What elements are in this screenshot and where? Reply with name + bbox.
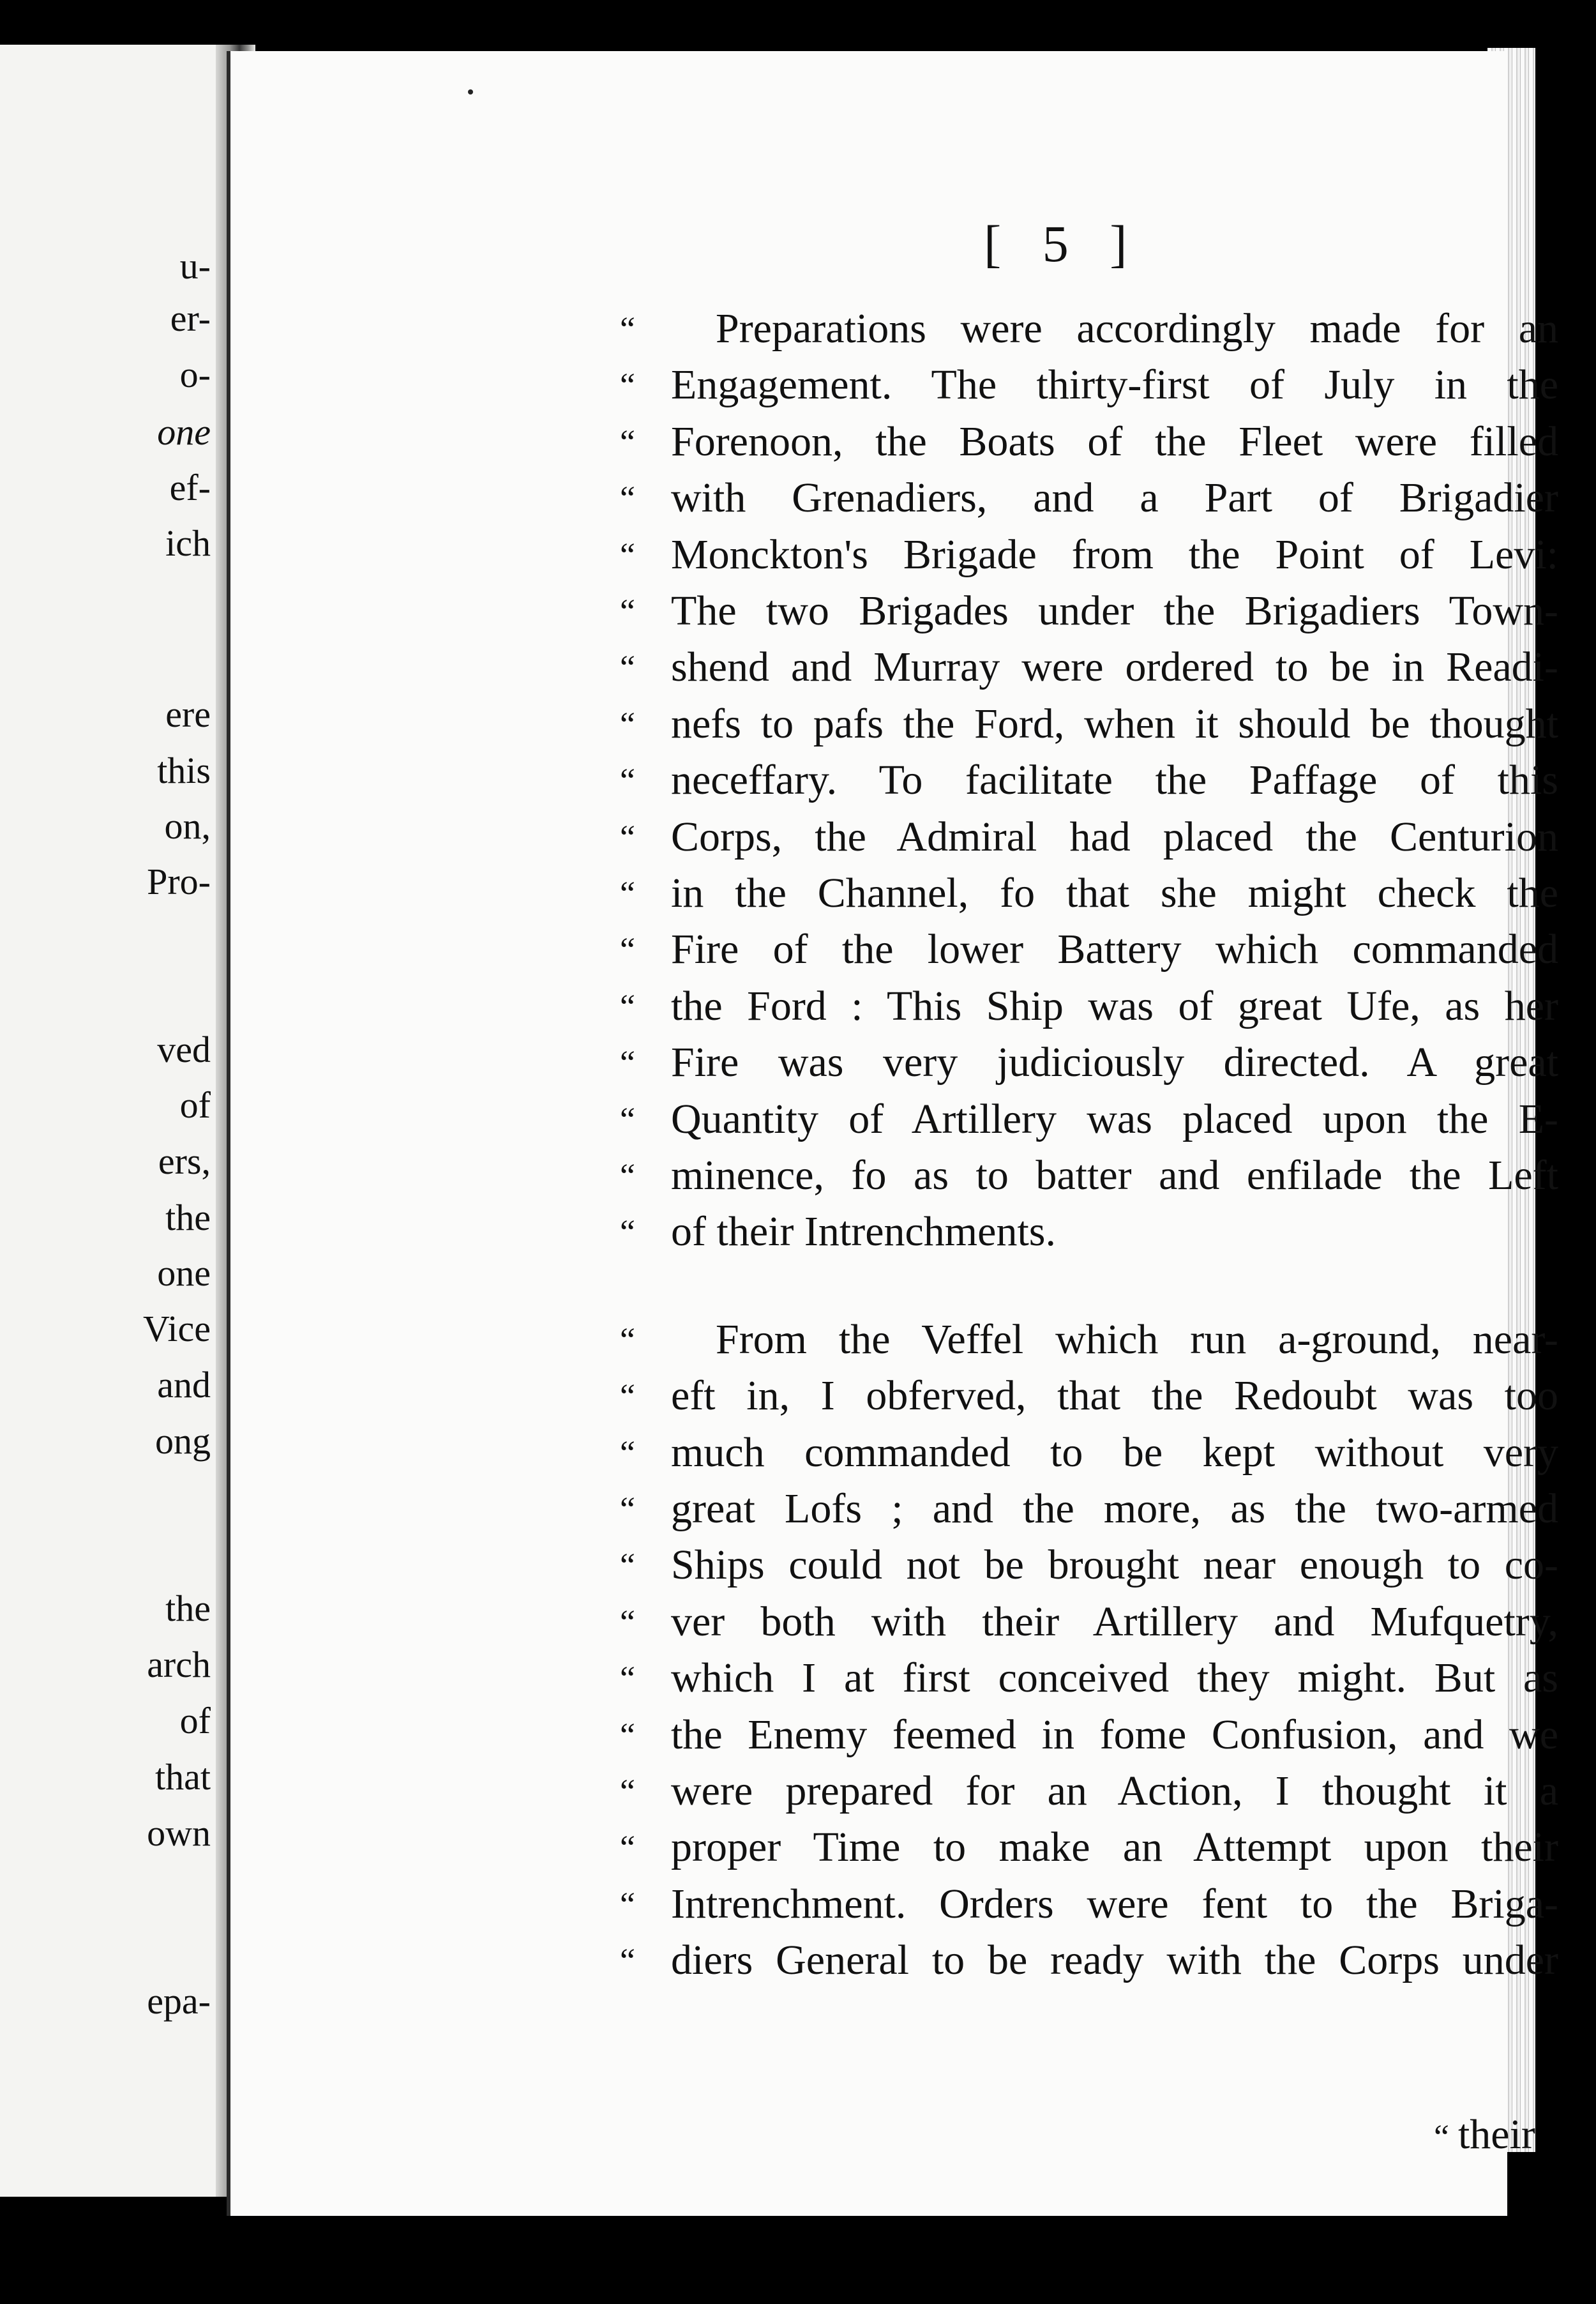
quote-mark: “ [620,366,635,405]
text-line: great Lofs ; and the more, as the two-armed [671,1485,1558,1532]
catchword-text: their [1457,2111,1535,2158]
text-line: From the Veffel which run a-ground, near- [716,1315,1558,1363]
text-line: Forenoon, the Boats of the Fleet were filled [671,418,1558,465]
text-line: minence, fo as to batter and enfilade the Left [671,1152,1558,1199]
facing-page-text: Pro- [147,861,211,902]
facing-page-text: Vice [142,1308,211,1349]
quote-mark: “ [620,479,635,518]
facing-page-text: of [179,1084,211,1126]
text-line: Quantity of Artillery was placed upon the E- [671,1095,1558,1142]
text-line: the Ford : This Ship was of great Ufe, as her [671,982,1558,1029]
quote-mark: “ [620,1156,635,1195]
quote-mark: “ [620,535,635,574]
page-number: [ 5 ] [984,215,1141,273]
quote-mark: “ [620,1828,635,1867]
text-line: much commanded to be kept without very [671,1429,1558,1476]
text-line: Corps, the Admiral had placed the Centurion [671,813,1558,860]
quote-mark: “ [620,1546,635,1585]
text-line: nefs to pafs the Ford, when it should be thought [671,700,1558,747]
quote-mark: “ [620,817,635,856]
facing-page-text: ich [165,522,211,564]
text-line: with Grenadiers, and a Part of Brigadier [671,474,1558,522]
facing-page-text: one [157,411,211,453]
facing-page-text: the [165,1197,211,1238]
quote-mark: “ [620,761,635,800]
quote-mark: “ [1434,2118,1449,2156]
text-line: were prepared for an Action, I thought it a [671,1768,1558,1814]
text-line: eft in, I obferved, that the Redoubt was too [671,1372,1558,1420]
facing-page-text: the [165,1588,211,1629]
facing-page-text: arch [147,1644,211,1685]
facing-page-text: that [155,1756,211,1798]
quote-mark: “ [620,1602,635,1641]
quote-mark: “ [620,1433,635,1472]
facing-page-text: one [157,1252,211,1294]
text-line: Intrenchment. Orders were fent to the Briga- [671,1880,1558,1927]
facing-page-text: on, [164,805,211,847]
ink-speck [468,89,473,95]
quote-mark: “ [620,1377,635,1416]
text-line: in the Channel, fo that she might check the [671,870,1558,916]
text-line: neceffary. To facilitate the Paffage of this [671,757,1558,804]
quote-mark: “ [620,987,635,1026]
text-line: Monckton's Brigade from the Point of Levi: [671,531,1558,578]
text-line: which I at first conceived they might. But as [671,1655,1558,1702]
quote-mark: “ [620,1772,635,1810]
text-line: The two Brigades under the Brigadiers Town- [671,587,1558,634]
facing-page-text: own [147,1812,211,1854]
facing-page-text: ers, [158,1141,211,1182]
quote-mark: “ [620,1941,635,1980]
quote-mark: “ [620,1213,635,1252]
text-line: Engagement. The thirty-first of July in the [671,361,1558,409]
text-line: Ships could not be brought near enough to co- [671,1542,1558,1589]
quote-mark: “ [620,1884,635,1923]
quote-mark: “ [620,422,635,461]
quote-mark: “ [620,310,635,348]
facing-page-text: ere [165,693,211,735]
facing-page-text: er- [170,298,211,339]
quote-mark: “ [620,592,635,630]
facing-page-text: ong [155,1420,211,1462]
quote-mark: “ [620,1659,635,1698]
quote-mark: “ [620,1320,635,1359]
facing-page-text: ved [157,1029,211,1070]
catchword [1434,2111,1535,2159]
quote-mark: “ [620,1490,635,1528]
text-line: Fire was very judiciously directed. A great [671,1039,1558,1086]
text-line: diers General to be ready with the Corps under [671,1937,1558,1984]
quote-mark: “ [620,648,635,687]
facing-page-text: this [157,750,211,791]
text-line: proper Time to make an Attempt upon their [671,1824,1558,1871]
facing-page-text: o- [179,354,211,395]
facing-page-text: of [179,1700,211,1741]
quote-mark: “ [620,1043,635,1082]
text-line: of their Intrenchments. [671,1208,1056,1255]
facing-page-text: and [157,1364,211,1406]
facing-page-text: epa- [147,1980,211,2022]
quote-mark: “ [620,1100,635,1139]
text-line: ver both with their Artillery and Mufquetry, [671,1598,1558,1645]
facing-page-text: ef- [169,467,211,508]
quote-mark: “ [620,1715,635,1754]
facing-page-text: u- [179,245,211,287]
book-page [227,51,1558,2216]
quote-mark: “ [620,930,635,969]
text-line: the Enemy feemed in fome Confusion, and we [671,1711,1558,1758]
facing-page-fragment [0,45,216,2197]
quote-mark: “ [620,874,635,913]
text-line: Preparations were accordingly made for an [716,305,1558,352]
text-line: shend and Murray were ordered to be in Readi- [671,644,1558,691]
quote-mark: “ [620,704,635,743]
text-line: Fire of the lower Battery which commanded [671,926,1558,973]
